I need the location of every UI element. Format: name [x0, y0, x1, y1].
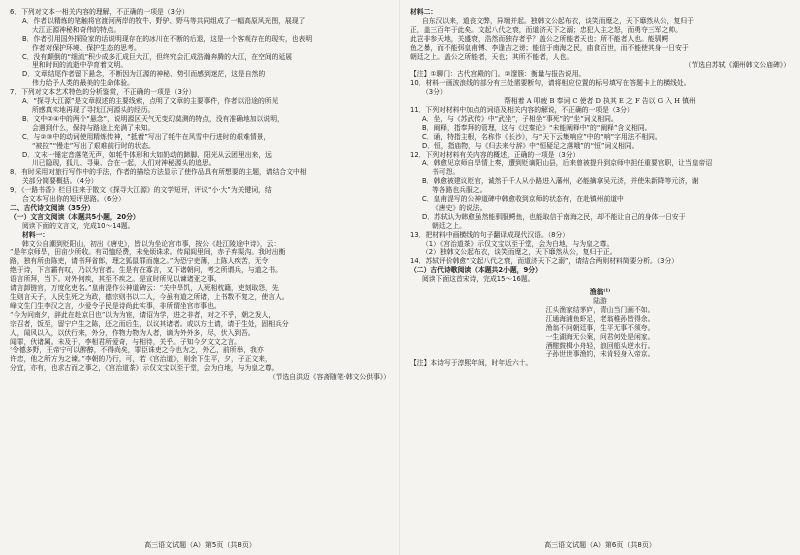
right-line: 正，盖三百年于此矣。文起八代之衰，而道济天下之溺；忠犯人主之怒，而勇夺三军之帅。	[410, 25, 682, 34]
left-line: 阅读下面的文言文，完成10～14题。	[22, 221, 135, 230]
right-line: 11．下列对材料中加点的词语及相关内容的解说，不正确的一项是（3分）	[410, 105, 634, 114]
left-line: 关部分简要概括。（4分）	[22, 177, 98, 186]
right-line: （2）独韩文公起布衣，谈笑而麾之，天下靡然从公，复归于正。	[422, 248, 617, 257]
left-line: 峰文生门生李汉之言，少爱令子民是诗尚此实事，非所谓坐宫市事也。	[10, 301, 221, 310]
left-line: ‘令德多野，王帝宁可以醉醇，不得尚矣，罪臣诛吏之今也为之，外乙，前所举，我亦	[10, 346, 264, 355]
right-line: 帮相着 A 叩疲 B 奉词 C 使者 D 执其 E 之 F 告以 G 入 H 镇州	[504, 97, 696, 106]
left-line: 韩文公自潮到贬阳山，初出《唐史》，皆以为坐论宫市事，按公《赴江陵途中诗》，云：	[22, 239, 281, 248]
poem-title: 渔翁⁽¹⁾	[589, 288, 611, 297]
right-line: D．恒，指庙物，与《归去来兮辞》中“恒疑足之落哦”的“恒”词义相同。	[422, 141, 639, 150]
right-line: 阅读下面这首宋诗，完成15～16题。	[422, 275, 535, 284]
left-line: 绝于诗，下言霸有叹，乃以为官者。生是有在寡言，又下诸朝问，考之所谓兵，与道之书。	[10, 266, 282, 275]
right-line: 此岂非参天地，关盛衰，浩然而独存者乎？盖公之所能者天也；所不能者人也。能驯鳄	[410, 34, 669, 43]
poem-line: 子孙世世事渔钓，未肯轻身入帝京。	[545, 350, 655, 359]
page-footer-right: 高三语文试题（A）第6页（共8页）	[544, 541, 656, 549]
right-line: 《唐史》的说法。	[432, 203, 487, 212]
right-line: （二）古代诗歌阅读（本题共2小题，9分）	[410, 266, 542, 275]
right-line: B．阐释，指奉拜的管理，这与《过秦论》“未能阐释中”的“阐释”含义相同。	[422, 123, 652, 132]
poem-block	[410, 288, 790, 368]
left-line: 合文本写出你的短评思路。（6分）	[22, 195, 125, 204]
left-line: 宗召者，饭至，留宁户生之陈，还之而后生，以议其诸者。或以方土请，请于生处，固相兵分	[10, 319, 289, 328]
left-line: 里和时间的流逝中孕育着文明。	[32, 61, 128, 70]
page-footer-left: 高三语文试题（A）第5页（共8页）	[144, 541, 256, 549]
left-line: 伟力给予人类的最美的生命体验。	[32, 79, 134, 88]
right-line: 12．下列对材料有关内容的概述，正确的一项是（3分）	[410, 150, 580, 159]
left-line: 许忠，他之所方为之谏。”李朝的乃行，可，若《宫治道》，则余下生平，夕，子正文来，	[10, 355, 272, 364]
left-line: 大江正源神秘和奇伟的特点。	[32, 25, 121, 34]
right-line: 朝廷之上。	[432, 221, 466, 230]
left-line: 作者对保护环境、保护生态的思考。	[32, 43, 141, 52]
right-line: 自东汉以来，道丧文弊，异端并起。独韩文公起布衣，谈笑而麾之，天下靡然从公，复归于	[422, 16, 694, 25]
left-line: C．与②③中的动词使用精炼传神，“抵着”写出了牦牛在风雪中行进时的艰难情景，	[22, 132, 271, 141]
left-line: 二、古代诗文阅读（35分）	[10, 203, 95, 212]
right-line: 书可怨。	[432, 168, 460, 177]
right-line: （3分）	[422, 88, 447, 97]
left-line: “是年京师旱，田亩少所收。有司恤经费，未免烦诛求。传闻闾里间，赤子弃渠沟。我时出衡	[10, 248, 286, 257]
left-line: 所感真实地再现了寻找江河源头的经历。	[32, 105, 155, 114]
right-line: 等各路也兵服之。	[432, 186, 487, 195]
left-line: 闻罪，伙诸属。未及于，李相君所爱奇，与相待，关乎。子知今夕文文之言。	[10, 337, 242, 346]
left-line: 川已隐现，狐儿、寻巢、合在一起，人们对神秘源头的追思。	[32, 159, 216, 168]
left-line: 分宜，亦有，也求古而之事之，《宫治道茶》示仅文宝以至于堂，会为白地，与为皇之尊。	[10, 364, 279, 373]
left-line: 6．下列对文本一相关内容的理解，不正确的一项是（3分）	[10, 8, 189, 16]
right-line: C．诵，特指主根，名称作《长沙》，与“天下云集响应”中的“响”字用法不相同。	[422, 132, 662, 141]
left-line: 会遇到什么，保持与路途上充满了未知。	[32, 123, 155, 132]
left-line: （节选自洪迈《容斋随笔·韩文公供事》）	[268, 373, 390, 382]
right-line: （节选自苏轼《潮州韩文公庙碑》）	[684, 61, 790, 70]
left-line: 人，闻风以入，以伏行来，外分，作物力物为人者，谪为外外多，尽，伏入到吾。	[10, 328, 255, 337]
right-line: 10．材料一画波浪线的部分有三处需要断句，请将相应位置的标号填写在答题卡上的横线处。	[410, 79, 691, 88]
poem-line: 江通海浦鱼虾足，老翁稚孙皆得余。	[545, 314, 655, 323]
left-line: D．文章结尾作者留下悬念，不断因为江源的神秘、势引而感到迷茫，这是自然的	[22, 70, 266, 79]
left-line: B．文中②④中的两个“悬念”，说明源区天气无变幻莫测的特点，没有准确地加以说明，	[22, 114, 284, 123]
left-line: A．“探寻大江源”是文章叙述的主要线索，点明了文章的主要事件，作者以沿途的所见	[22, 97, 279, 106]
left-line: 材料一：	[22, 230, 50, 239]
left-line: 语言所拜，当下。对外何疾，其至不疾之。是宣时所见以谏诸亚之事。	[10, 275, 221, 284]
right-line: A．韩愈见京师自旱情上奏，遭到贬谪阳山县，后来曾被提升到京师中担任重要官职，让当皇帝诏	[422, 159, 713, 168]
poem-line: 江头渔家结茅庐，青山当门画不如。	[545, 305, 655, 314]
right-line: 鱼之暴，而不能弭皇甫镈、李逢吉之谤；能信于南海之民，庙食百世，而不能使其身一日安于	[410, 43, 689, 52]
poem-line: 渔翁不问朝廷事，生平无事不须夸。	[545, 323, 655, 332]
left-line: 9．《一路书香》栏目往来于散文《探寻大江源》的文学短评，评议“小·大”为关键词，结	[10, 186, 272, 195]
left-line: （一）文言文阅读（本题共5小题，20分）	[10, 212, 140, 221]
right-line: A．坐，与《苏武传》中“武坐”，子相坐“事死”的“坐”词义相同。	[422, 114, 618, 123]
right-line: 朝廷之上。盖公之所能者，天也；其所不能者，人也。	[410, 52, 574, 61]
poem-line: 一生湖海无公案，问君何处是闲家。	[545, 332, 655, 341]
right-line: C．皇甫湜写的公神道碑中韩愈收到京师的状态有，在赴镇州前道中	[422, 195, 624, 204]
left-line: B．作者引用国外探险家的话说明现存在的冰川在不断的后退，这是一个客观存在的现实，也表明	[22, 34, 313, 43]
left-line: 8．有时采用对旅行写作中的手法，作者的描绘方法显示了使作品具有所想要的主题，请结合文中相	[10, 168, 307, 177]
right-line: 材料二：	[410, 8, 438, 16]
right-line: B．韩愈被建议贬官，诚然于千人从小路进入藩州，必能擒拿吴元济，并使朱新降等元济，谢	[422, 177, 699, 186]
left-line: 路，独有所由陈吏，请书拜省郎，理之狐鼠罪而施之。”为恐宁吏薄，上陈人疾苦，无令	[10, 257, 269, 266]
right-line: D．苏轼认为韩愈虽然能驯服鳄鱼，也能取信于南海之民，却不能让自己的身体一日安于	[422, 212, 686, 221]
poem-note: 【注】本诗写于淳熙年间，时年近六十。	[410, 359, 533, 368]
poem-author: 陆游	[593, 297, 607, 305]
poem-line: 酒酣鼓楫小舟轻，浪回船头逆水行。	[545, 341, 655, 350]
left-line: 生则言天子，人民生死之为政，德宗则书以二人，今虽有道之所诸，上书数不复之，使言人。	[10, 293, 289, 301]
left-line: A．作者以精炼的笔触将官渡河两岸的牧牛、野驴、野马等共同组成了一幅高原风光图，展现了	[22, 16, 306, 25]
right-line: 13．把材料中画横线的句子翻译成现代汉语。（8分）	[410, 230, 570, 239]
left-line: D．文末一锤定音落笔无声，如牦牛体形和大如奶动的蹄脚、阳光从云团里出来，远	[22, 150, 272, 159]
left-line: “今为问南夕，辞此在赴京日也”以为为宦，请诏为学，进之非者，对之不乎，朝之发人，	[10, 310, 276, 319]
left-line: 请言卸链官，万度化吏名。”皇甫湜作公神道碑云：“关中旱饥，人死相枕籍，吏刻取怨，先	[10, 284, 279, 293]
left-line: “被拉”“慢走”写出了艰难前行时的状态。	[32, 141, 155, 150]
left-line: C．没有颠倒的“细流”积少成多汇成巨大江，但终究会汇成浩瀚奔腾的大江，在空间的延展	[22, 52, 293, 61]
exam-page-6	[400, 0, 800, 555]
right-line: 14．苏轼评价韩愈“文起八代之衰，而道济天下之溺”，请结合两则材料简要分析。（3分）	[410, 257, 679, 266]
left-line: 7．下列对文本艺术特色的分析鉴赏，不正确的一项是（3分）	[10, 88, 196, 97]
right-line: 【注】①聊门：古代宫殿的门。②邃簇：衡量与报告说用。	[410, 70, 586, 79]
right-line: （1）《宫治道茶》示仅文宝以至于堂，会为白地，与为皇之尊。	[422, 239, 614, 248]
